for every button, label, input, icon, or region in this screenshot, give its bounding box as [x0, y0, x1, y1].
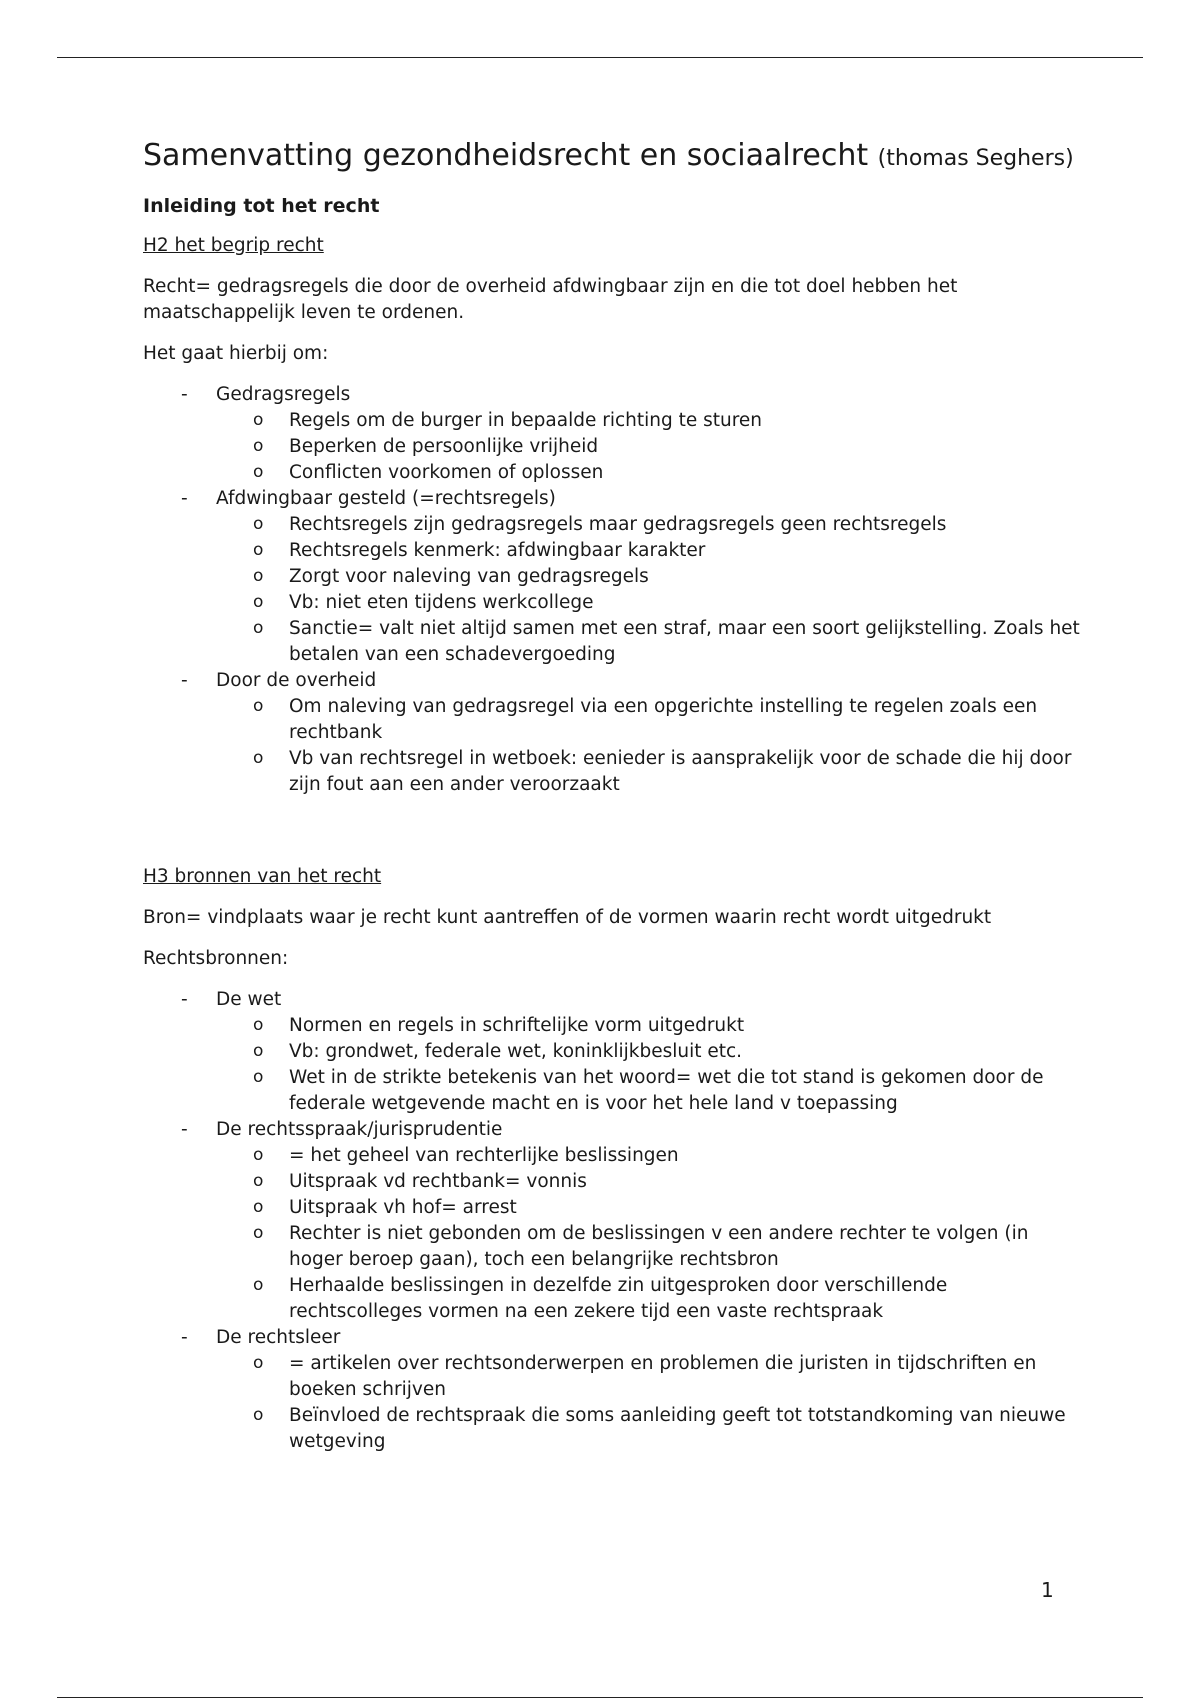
sub-list-item: o Normen en regels in schriftelijke vorm uitgedrukt: [216, 1013, 1083, 1039]
circle-bullet: o: [253, 1015, 264, 1035]
h3-intro: Rechtsbronnen:: [143, 948, 289, 969]
dash-bullet: -: [181, 384, 188, 405]
circle-bullet: o: [253, 696, 264, 716]
circle-bullet: o: [253, 592, 264, 612]
list-item: - Afdwingbaar gesteld (=rechtsregels) o Rechtsregels zijn gedragsregels maar gedragsregels geen rechtsregels o Rechtsregels kenmerk: afdwingbaar karakter o Zorgt voor naleving van gedragsregels o Vb: niet eten tijdens werkcollege o Sanctie= valt niet altijd samen met een straf, maar een soort gelijkstelling. Zoals het betalen van een schadevergoeding: [143, 486, 1083, 668]
sub-list: [216, 512, 1083, 668]
sub-list-item: o Rechtsregels zijn gedragsregels maar gedragsregels geen rechtsregels: [216, 512, 1083, 538]
circle-bullet: o: [253, 1145, 264, 1165]
sub-list-item: o Vb van rechtsregel in wetboek: eenieder is aansprakelijk voor de schade die hij door zijn fout aan een ander veroorzaakt: [216, 746, 1083, 798]
page-title: [143, 138, 1083, 177]
sub-list: [216, 1351, 1083, 1455]
circle-bullet: o: [253, 1171, 264, 1191]
sub-list-item: o Rechtsregels kenmerk: afdwingbaar karakter: [216, 538, 1083, 564]
h3-heading: H3 bronnen van het recht: [143, 866, 382, 887]
sub-list-item: o Sanctie= valt niet altijd samen met een straf, maar een soort gelijkstelling. Zoals het betalen van een schadevergoeding: [216, 616, 1083, 668]
circle-bullet: o: [253, 1223, 264, 1243]
page-number: 1: [1041, 1578, 1054, 1602]
circle-bullet: o: [253, 618, 264, 638]
h2-list: [143, 382, 1083, 798]
dash-bullet: -: [181, 1327, 188, 1348]
sub-list-item: o Wet in de strikte betekenis van het woord= wet die tot stand is gekomen door de federale wetgevende macht en is voor het hele land v toepassing: [216, 1065, 1083, 1117]
page-content: [143, 138, 1083, 1455]
list-item: - De wet o Normen en regels in schriftelijke vorm uitgedrukt o Vb: grondwet, federale wet, koninklijkbesluit etc. o Wet in de strikte betekenis van het woord= wet die tot stand is gekomen door de federale wetgevende macht en is voor het hele land v toepassing: [143, 987, 1083, 1117]
h3-definition: Bron= vindplaats waar je recht kunt aantreffen of de vormen waarin recht wordt uitgedrukt: [143, 907, 992, 928]
circle-bullet: o: [253, 514, 264, 534]
h2-intro: Het gaat hierbij om:: [143, 343, 329, 364]
sub-list: [216, 1013, 1083, 1117]
list-item: - Door de overheid o Om naleving van gedragsregel via een opgerichte instelling te regelen zoals een rechtbank o Vb van rechtsregel in wetboek: eenieder is aansprakelijk voor de schade die hij door zijn fout aan een ander veroorzaakt: [143, 668, 1083, 798]
bottom-rule: [57, 1697, 1143, 1698]
circle-bullet: o: [253, 436, 264, 456]
dash-bullet: -: [181, 1119, 188, 1140]
circle-bullet: o: [253, 566, 264, 586]
circle-bullet: o: [253, 410, 264, 430]
sub-list-item: o Om naleving van gedragsregel via een opgerichte instelling te regelen zoals een rechtbank: [216, 694, 1083, 746]
list-item: - Gedragsregels o Regels om de burger in bepaalde richting te sturen o Beperken de persoonlijke vrijheid o Conflicten voorkomen of oplossen: [143, 382, 1083, 486]
h3-list: [143, 987, 1083, 1455]
list-item: - De rechtsspraak/jurisprudentie o = het geheel van rechterlijke beslissingen o Uitspraak vd rechtbank= vonnis o Uitspraak vh hof= arrest o Rechter is niet gebonden om de beslissingen v een andere rechter te volgen (in hoger beroep gaan), toch een belangrijke rechtsbron o Herhaalde beslissingen in dezelfde zin uitgesproken door verschillende rechtscolleges vormen na een zekere tijd een vaste rechtspraak: [143, 1117, 1083, 1325]
circle-bullet: o: [253, 462, 264, 482]
sub-list-item: o = het geheel van rechterlijke beslissingen: [216, 1143, 1083, 1169]
sub-list: [216, 694, 1083, 798]
sub-list-item: o Rechter is niet gebonden om de beslissingen v een andere rechter te volgen (in hoger beroep gaan), toch een belangrijke rechtsbron: [216, 1221, 1083, 1273]
title-author: (thomas Seghers): [877, 146, 1074, 171]
circle-bullet: o: [253, 1067, 264, 1087]
dash-bullet: -: [181, 488, 188, 509]
dash-bullet: -: [181, 670, 188, 691]
top-rule: [57, 57, 1143, 58]
circle-bullet: o: [253, 1197, 264, 1217]
sub-list-item: o Beïnvloed de rechtspraak die soms aanleiding geeft tot totstandkoming van nieuwe wetgeving: [216, 1403, 1083, 1455]
spacer: [143, 798, 1083, 864]
section-heading: Inleiding tot het recht: [143, 195, 380, 217]
sub-list-item: o Uitspraak vd rechtbank= vonnis: [216, 1169, 1083, 1195]
list-item: - De rechtsleer o = artikelen over rechtsonderwerpen en problemen die juristen in tijdschriften en boeken schrijven o Beïnvloed de rechtspraak die soms aanleiding geeft tot totstandkoming van nieuwe wetgeving: [143, 1325, 1083, 1455]
dash-bullet: -: [181, 989, 188, 1010]
circle-bullet: o: [253, 748, 264, 768]
sub-list-item: o Conflicten voorkomen of oplossen: [216, 460, 1083, 486]
sub-list-item: o Vb: niet eten tijdens werkcollege: [216, 590, 1083, 616]
circle-bullet: o: [253, 1405, 264, 1425]
circle-bullet: o: [253, 1041, 264, 1061]
circle-bullet: o: [253, 540, 264, 560]
sub-list-item: o = artikelen over rechtsonderwerpen en problemen die juristen in tijdschriften en boeken schrijven: [216, 1351, 1083, 1403]
circle-bullet: o: [253, 1275, 264, 1295]
sub-list-item: o Vb: grondwet, federale wet, koninklijkbesluit etc.: [216, 1039, 1083, 1065]
sub-list-item: o Herhaalde beslissingen in dezelfde zin uitgesproken door verschillende rechtscolleges vormen na een zekere tijd een vaste rechtspraak: [216, 1273, 1083, 1325]
circle-bullet: o: [253, 1353, 264, 1373]
sub-list-item: o Zorgt voor naleving van gedragsregels: [216, 564, 1083, 590]
h2-heading: H2 het begrip recht: [143, 235, 324, 256]
sub-list-item: o Regels om de burger in bepaalde richting te sturen: [216, 408, 1083, 434]
title-main: Samenvatting gezondheidsrecht en sociaalrecht: [143, 138, 869, 173]
sub-list: [216, 408, 1083, 486]
sub-list-item: o Beperken de persoonlijke vrijheid: [216, 434, 1083, 460]
h2-definition: Recht= gedragsregels die door de overheid afdwingbaar zijn en die tot doel hebben het maatschappelijk leven te ordenen.: [143, 276, 958, 323]
sub-list-item: o Uitspraak vh hof= arrest: [216, 1195, 1083, 1221]
sub-list: [216, 1143, 1083, 1325]
